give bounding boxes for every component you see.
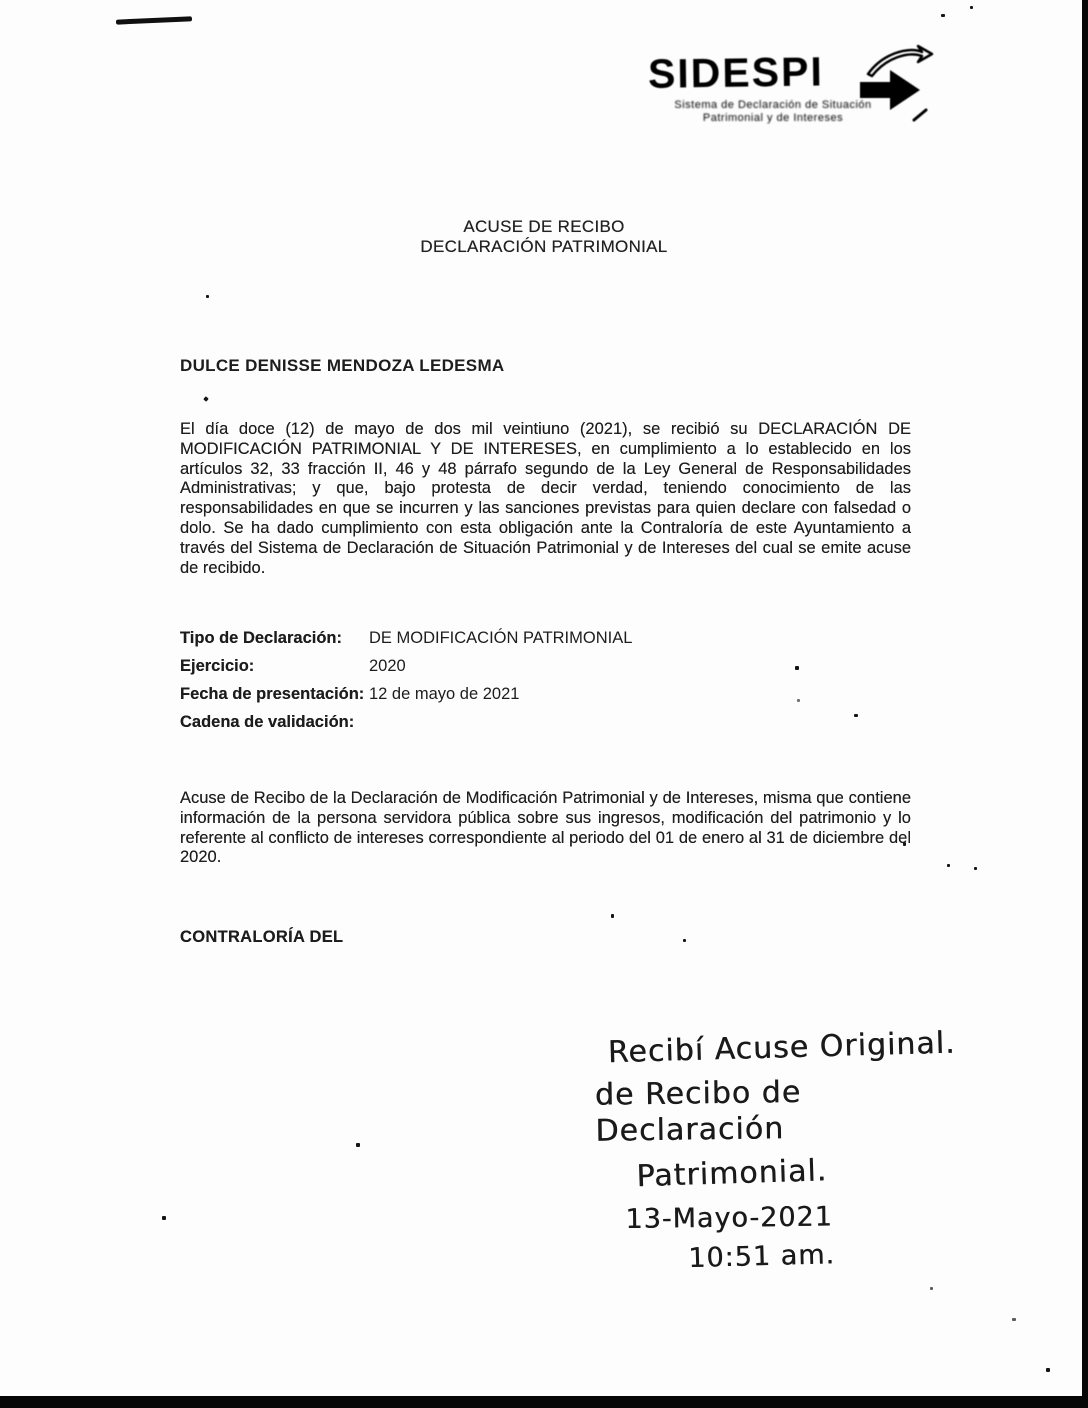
field-value: 2020 (369, 657, 406, 675)
scan-speck (974, 867, 977, 870)
scan-edge-bottom (0, 1396, 1088, 1408)
sidespi-logo-wordmark: SIDESPI (647, 48, 825, 97)
handwritten-note (594, 1026, 999, 1277)
field-value: DE MODIFICACIÓN PATRIMONIAL (369, 629, 633, 647)
scan-speck (683, 939, 686, 942)
receipt-statement-paragraph: El día doce (12) de mayo de dos mil veintiuno (2021), se recibió su DECLARACIÓN DE MODIFICACIÓN PATRIMONIAL Y DE INTERESES, en cumplimiento a lo establecido en los artículos 32, 33 fracción II, 46 y 48 párrafo segundo de la Ley General de Responsabilidades Administrativas; y que, bajo protesta de decir verdad, teniendo conocimiento de las responsabilidades en que se incurren y las sanciones previstas para quien declare con falsedad o dolo. Se ha dado cumplimiento con esta obligación ante la Contraloría de este Ayuntamiento a través del Sistema de Declaración de Situación Patrimonial y de Intereses del cual se emite acuse de recibido. (180, 420, 911, 577)
handwritten-date: 13-Mayo-2021 (625, 1201, 833, 1235)
summary-paragraph: Acuse de Recibo de la Declaración de Modificación Patrimonial y de Intereses, misma que contiene información de la persona servidora pública sobre sus ingresos, modificación del patrimonio y lo referente al conflicto de intereses correspondiente al periodo del 01 de enero al 31 de diciembre del 2020. (180, 789, 911, 867)
scan-speck (1046, 1368, 1050, 1372)
issuer-line: CONTRALORÍA DEL (180, 928, 344, 946)
handwritten-line: de Recibo de Declaración (594, 1074, 802, 1149)
scan-speck (1012, 1318, 1016, 1321)
scan-speck (970, 6, 973, 9)
logo-subtitle-line1: Sistema de Declaración de Situación (674, 99, 872, 111)
field-label: Tipo de Declaración: (180, 629, 342, 647)
document-title (0, 217, 1088, 256)
recipient-name: DULCE DENISSE MENDOZA LEDESMA (180, 356, 505, 375)
logo-subtitle-line2: Patrimonial y de Intereses (702, 112, 844, 124)
field-tipo-declaracion (180, 624, 920, 652)
scan-speck (930, 1287, 933, 1290)
field-value: 12 de mayo de 2021 (369, 685, 520, 703)
scan-speck (162, 1216, 166, 1220)
scan-speck (941, 14, 945, 17)
field-label: Ejercicio: (180, 657, 255, 675)
sidespi-logo (647, 48, 918, 125)
field-cadena-validacion (180, 708, 920, 736)
scan-speck (947, 864, 950, 867)
handwritten-line: Patrimonial. (635, 1153, 828, 1195)
scan-speck (203, 396, 209, 402)
field-value (369, 708, 920, 736)
scan-speck (356, 1143, 360, 1147)
scan-speck (206, 295, 209, 298)
declaration-fields (180, 624, 920, 736)
scan-speck (611, 914, 614, 918)
scan-mark-dash (116, 16, 192, 24)
field-label: Cadena de validación: (180, 713, 355, 731)
scan-edge-right (1082, 0, 1088, 1408)
field-ejercicio (180, 652, 920, 680)
field-label: Fecha de presentación: (180, 685, 365, 703)
document-title-line2: DECLARACIÓN PATRIMONIAL (420, 236, 668, 256)
handwritten-time: 10:51 am. (687, 1239, 836, 1275)
field-fecha-presentacion (180, 680, 920, 708)
document-title-line1: ACUSE DE RECIBO (463, 217, 625, 236)
handwritten-line: Recibí Acuse Original. (607, 1025, 957, 1071)
